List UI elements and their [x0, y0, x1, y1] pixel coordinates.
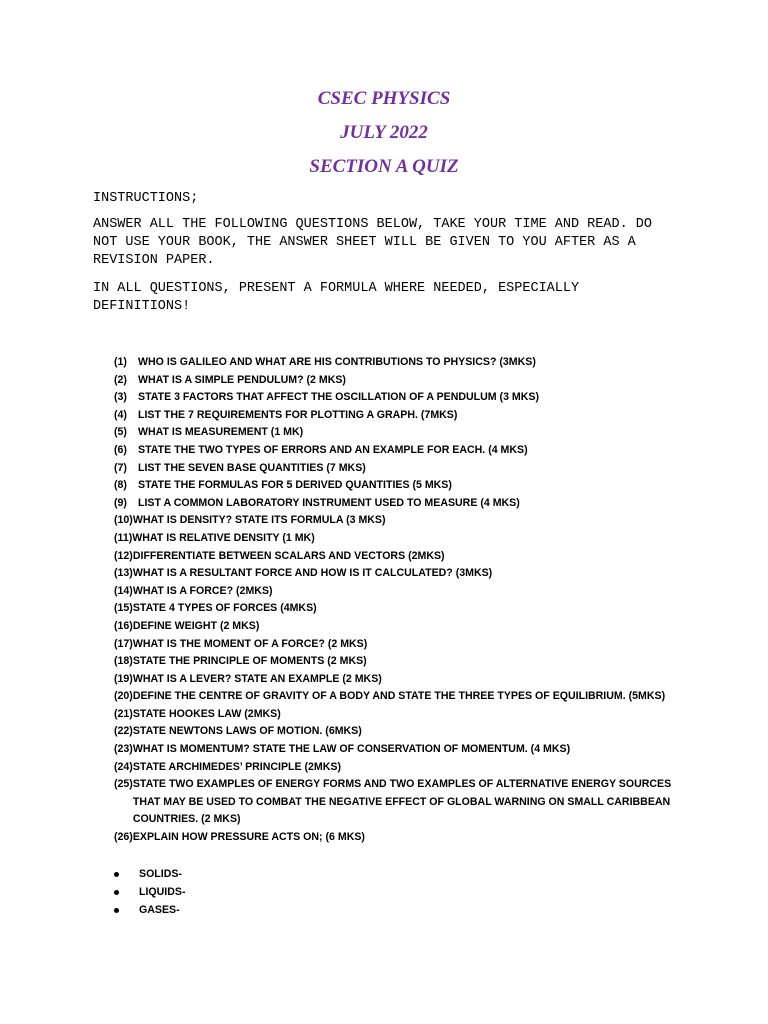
question-item	[114, 407, 684, 425]
question-number: (14)	[114, 584, 133, 597]
question-text: STATE NEWTONS LAWS OF MOTION. (6MKS)	[132, 725, 362, 738]
question-item	[114, 688, 684, 706]
question-item	[114, 759, 684, 777]
question-number: (26)	[114, 831, 133, 844]
question-text: DEFINE THE CENTRE OF GRAVITY OF A BODY AND STATE THE THREE TYPES OF EQUILIBRIUM. (5MKS)	[132, 690, 666, 703]
question-number: (15)	[114, 602, 133, 615]
question-number: (23)	[114, 743, 133, 756]
question-text: WHAT IS RELATIVE DENSITY (1 MK)	[132, 531, 315, 544]
bullet-text: LIQUIDS-	[139, 886, 186, 898]
question-number: (3)	[114, 391, 127, 404]
bullet-item	[114, 865, 186, 883]
question-text: WHAT IS A SIMPLE PENDULUM? (2 MKS)	[138, 373, 346, 386]
question-item	[114, 477, 684, 495]
pressure-bullet-list	[114, 865, 186, 919]
question-number: (5)	[114, 426, 127, 439]
formula-note-paragraph: IN ALL QUESTIONS, PRESENT A FORMULA WHERE NEEDED, ESPECIALLY DEFINITIONS!	[93, 281, 580, 314]
question-number: (18)	[114, 655, 133, 668]
question-number: (2)	[114, 373, 127, 386]
document-date: JULY 2022	[340, 122, 428, 143]
question-number: (16)	[114, 619, 133, 632]
question-item	[114, 548, 684, 566]
question-item	[114, 829, 684, 847]
bullet-text: GASES-	[139, 904, 180, 916]
question-number: (21)	[114, 707, 133, 720]
question-text: WHO IS GALILEO AND WHAT ARE HIS CONTRIBUTIONS TO PHYSICS? (3MKS)	[138, 356, 536, 368]
question-item	[114, 495, 684, 513]
question-text: WHAT IS THE MOMENT OF A FORCE? (2 MKS)	[132, 637, 368, 650]
question-item	[114, 354, 684, 372]
question-number: (1)	[114, 356, 127, 368]
bullet-icon	[114, 908, 139, 913]
question-list	[114, 354, 684, 847]
question-number: (22)	[114, 725, 133, 738]
question-item	[114, 512, 684, 530]
question-text: STATE ARCHIMEDES’ PRINCIPLE (2MKS)	[132, 760, 342, 773]
question-item	[114, 424, 684, 442]
question-number: (25)	[114, 778, 133, 791]
question-text: WHAT IS DENSITY? STATE ITS FORMULA (3 MKS)	[132, 514, 386, 527]
bullet-icon	[114, 872, 139, 877]
bullet-item	[114, 883, 186, 901]
question-text: WHAT IS A FORCE? (2MKS)	[132, 584, 273, 597]
question-item	[114, 741, 684, 759]
question-number: (24)	[114, 760, 133, 773]
question-item	[114, 389, 684, 407]
question-number: (17)	[114, 637, 133, 650]
question-item	[114, 723, 684, 741]
question-text: STATE THE FORMULAS FOR 5 DERIVED QUANTITIES (5 MKS)	[138, 479, 452, 492]
question-text: WHAT IS MEASUREMENT (1 MK)	[138, 426, 304, 439]
question-item	[114, 706, 684, 724]
question-text: LIST A COMMON LABORATORY INSTRUMENT USED TO MEASURE (4 MKS)	[138, 496, 520, 509]
question-number: (6)	[114, 443, 127, 456]
question-item	[114, 583, 684, 601]
question-item	[114, 600, 684, 618]
question-number: (19)	[114, 672, 133, 685]
question-text: STATE HOOKES LAW (2MKS)	[132, 707, 281, 720]
bullet-item	[114, 901, 186, 919]
question-text: STATE 4 TYPES OF FORCES (4MKS)	[132, 602, 317, 615]
bullet-text: SOLIDS-	[139, 868, 182, 880]
question-item	[114, 618, 684, 636]
question-text: STATE TWO EXAMPLES OF ENERGY FORMS AND TWO EXAMPLES OF ALTERNATIVE ENERGY SOURCES THAT MAY BE USED TO COMBAT THE NEGATIVE EFFECT OF GLOBAL WARNING ON SMALL CARIBBEAN COUNTRIES. (2 MKS)	[132, 778, 672, 826]
question-text: DIFFERENTIATE BETWEEN SCALARS AND VECTORS (2MKS)	[132, 549, 445, 562]
question-number: (10)	[114, 514, 133, 527]
question-text: WHAT IS A RESULTANT FORCE AND HOW IS IT CALCULATED? (3MKS)	[132, 567, 493, 580]
instructions-paragraph: ANSWER ALL THE FOLLOWING QUESTIONS BELOW, TAKE YOUR TIME AND READ. DO NOT USE YOUR BOOK, THE ANSWER SHEET WILL BE GIVEN TO YOU AFTER AS A REVISION PAPER.	[93, 217, 652, 268]
question-number: (13)	[114, 567, 133, 580]
question-number: (20)	[114, 690, 133, 703]
question-number: (12)	[114, 549, 133, 562]
question-number: (4)	[114, 408, 127, 421]
question-text: EXPLAIN HOW PRESSURE ACTS ON; (6 MKS)	[132, 831, 365, 844]
question-number: (9)	[114, 496, 127, 509]
question-item	[114, 776, 684, 829]
question-item	[114, 460, 684, 478]
question-text: WHAT IS MOMENTUM? STATE THE LAW OF CONSERVATION OF MOMENTUM. (4 MKS)	[132, 743, 571, 756]
question-text: DEFINE WEIGHT (2 MKS)	[132, 619, 260, 632]
question-item	[114, 653, 684, 671]
question-text: LIST THE SEVEN BASE QUANTITIES (7 MKS)	[138, 461, 366, 474]
question-item	[114, 671, 684, 689]
question-item	[114, 530, 684, 548]
question-item	[114, 372, 684, 390]
question-text: LIST THE 7 REQUIREMENTS FOR PLOTTING A GRAPH. (7MKS)	[138, 408, 458, 421]
question-number: (7)	[114, 461, 127, 474]
question-text: STATE THE TWO TYPES OF ERRORS AND AN EXAMPLE FOR EACH. (4 MKS)	[138, 443, 528, 456]
question-item	[114, 442, 684, 460]
question-text: STATE THE PRINCIPLE OF MOMENTS (2 MKS)	[132, 655, 367, 668]
question-text: STATE 3 FACTORS THAT AFFECT THE OSCILLATION OF A PENDULUM (3 MKS)	[138, 391, 539, 404]
question-number: (11)	[114, 531, 133, 544]
question-text: WHAT IS A LEVER? STATE AN EXAMPLE (2 MKS)	[132, 672, 382, 685]
document-title: CSEC PHYSICS	[317, 88, 451, 109]
document-subtitle: SECTION A QUIZ	[309, 156, 459, 177]
question-item	[114, 636, 684, 654]
question-item	[114, 565, 684, 583]
bullet-icon	[114, 890, 139, 895]
instructions-heading: INSTRUCTIONS;	[93, 191, 199, 206]
question-number: (8)	[114, 479, 127, 492]
